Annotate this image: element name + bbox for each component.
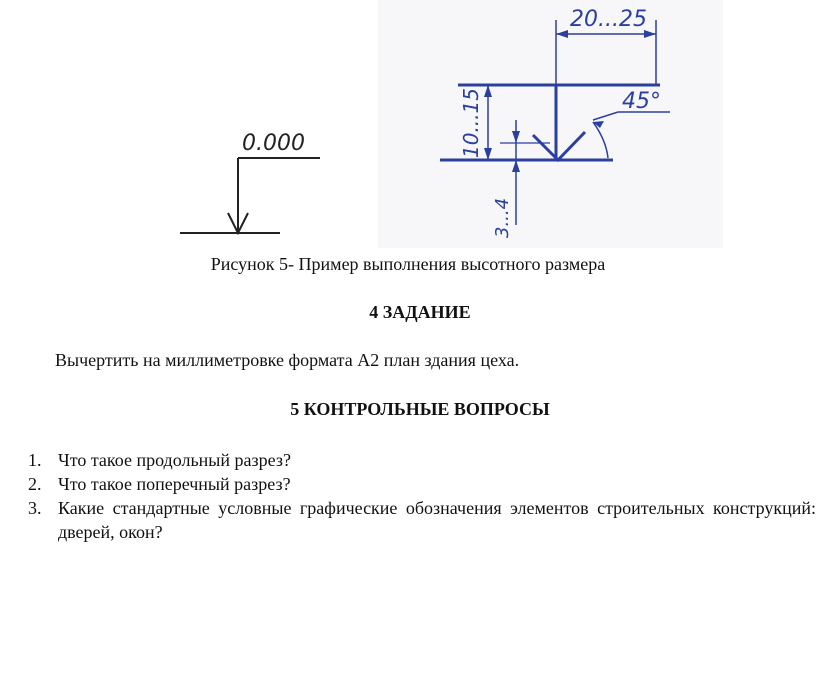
list-item-text: Какие стандартные условные графические обозначения элементов строительных конструкций: дверей, окон? <box>58 498 816 542</box>
elevation-mark-sketch <box>170 120 340 245</box>
dimension-sketch <box>378 0 723 248</box>
elevation-label: 0.000 <box>242 131 305 156</box>
angle-label: 45° <box>622 89 661 114</box>
questions-list <box>0 448 816 544</box>
small-label: 3...4 <box>492 197 513 238</box>
list-item <box>0 472 816 496</box>
height-label: 10...15 <box>459 88 483 158</box>
list-item-number: 1. <box>28 450 42 470</box>
list-item <box>0 448 816 472</box>
task-heading: 4 ЗАДАНИЕ <box>369 302 471 322</box>
list-item-text: Что такое продольный разрез? <box>58 450 291 470</box>
list-item-number: 2. <box>28 474 42 494</box>
list-item-text: Что такое поперечный разрез? <box>58 474 291 494</box>
width-label: 20...25 <box>570 7 647 32</box>
questions-heading: 5 КОНТРОЛЬНЫЕ ВОПРОСЫ <box>290 399 550 419</box>
figure-caption: Рисунок 5- Пример выполнения высотного размера <box>210 254 606 274</box>
list-item <box>0 496 816 544</box>
list-item-number: 3. <box>28 498 42 518</box>
task-text: Вычертить на миллиметровке формата А2 план здания цеха. <box>55 350 520 370</box>
